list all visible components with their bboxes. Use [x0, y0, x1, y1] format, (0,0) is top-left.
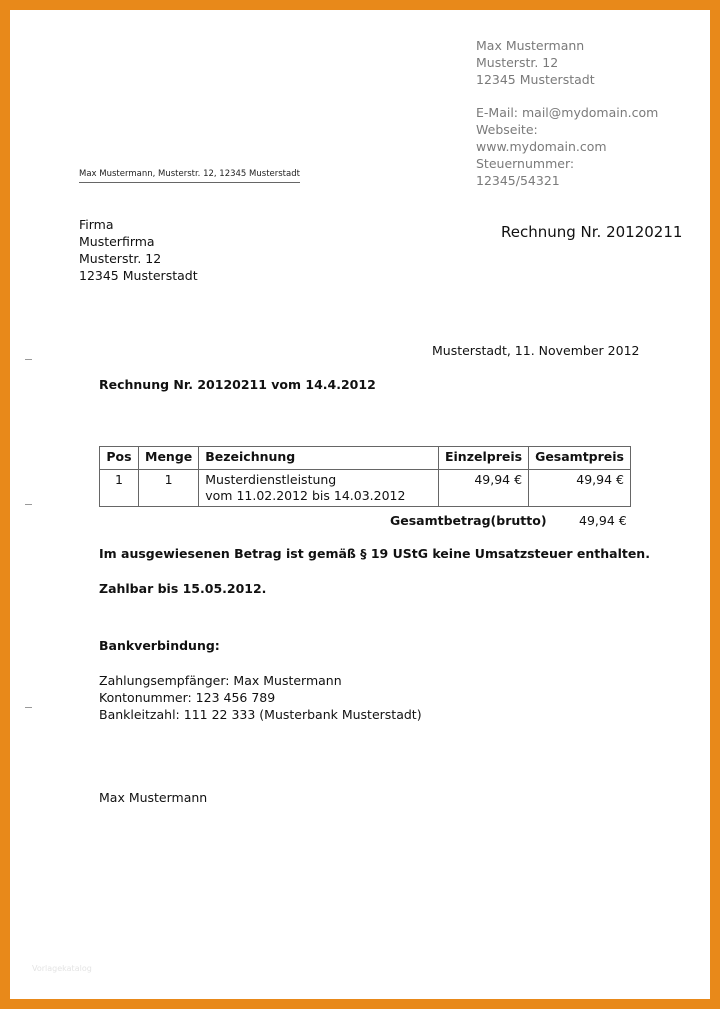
fold-mark [25, 504, 32, 505]
cell-pos: 1 [100, 470, 139, 507]
recipient-block [79, 216, 198, 284]
item-period: vom 11.02.2012 bis 14.03.2012 [205, 488, 406, 503]
table-header-row [100, 447, 631, 470]
item-name: Musterdienstleistung [205, 472, 337, 487]
column-header: Bezeichnung [199, 447, 439, 470]
fold-mark [25, 707, 32, 708]
column-header: Pos [100, 447, 139, 470]
signature: Max Mustermann [99, 790, 208, 805]
invoice-heading: Rechnung Nr. 20120211 [501, 223, 683, 241]
cell-unit-price: 49,94 € [438, 470, 528, 507]
total-label: Gesamtbetrag(brutto) [390, 513, 547, 528]
recipient-line: Musterfirma [79, 234, 155, 249]
bank-heading: Bankverbindung: [99, 638, 220, 653]
table-row [100, 470, 631, 507]
total-value: 49,94 € [579, 513, 627, 528]
column-header: Menge [139, 447, 199, 470]
letter-page [10, 10, 710, 999]
letter-date: Musterstadt, 11. November 2012 [432, 343, 640, 358]
column-header: Gesamtpreis [529, 447, 631, 470]
tax-note: Im ausgewiesenen Betrag ist gemäß § 19 UStG keine Umsatzsteuer enthalten. [99, 546, 650, 561]
cell-description [199, 470, 439, 507]
cell-total-price: 49,94 € [529, 470, 631, 507]
sender-tax-label: Steuernummer: [476, 156, 575, 171]
recipient-line: 12345 Musterstadt [79, 268, 198, 283]
recipient-line: Firma [79, 217, 114, 232]
bank-details [99, 672, 422, 723]
column-header: Einzelpreis [438, 447, 528, 470]
bank-code: Bankleitzahl: 111 22 333 (Musterbank Musterstadt) [99, 707, 422, 722]
sender-email: E-Mail: mail@mydomain.com [476, 105, 659, 120]
sender-name: Max Mustermann [476, 38, 585, 53]
invoice-table [99, 446, 631, 507]
bank-account: Kontonummer: 123 456 789 [99, 690, 276, 705]
sender-website-label: Webseite: [476, 122, 538, 137]
sender-tax-number: 12345/54321 [476, 173, 560, 188]
sender-website: www.mydomain.com [476, 139, 607, 154]
due-note: Zahlbar bis 15.05.2012. [99, 581, 267, 596]
return-address: Max Mustermann, Musterstr. 12, 12345 Musterstadt [79, 169, 300, 183]
sender-street: Musterstr. 12 [476, 55, 559, 70]
sender-block [476, 37, 658, 189]
cell-qty: 1 [139, 470, 199, 507]
subject-line: Rechnung Nr. 20120211 vom 14.4.2012 [99, 377, 376, 392]
sender-city: 12345 Musterstadt [476, 72, 595, 87]
watermark: Vorlagekatalog [32, 964, 92, 973]
bank-recipient: Zahlungsempfänger: Max Mustermann [99, 673, 342, 688]
recipient-line: Musterstr. 12 [79, 251, 162, 266]
fold-mark [25, 359, 32, 360]
